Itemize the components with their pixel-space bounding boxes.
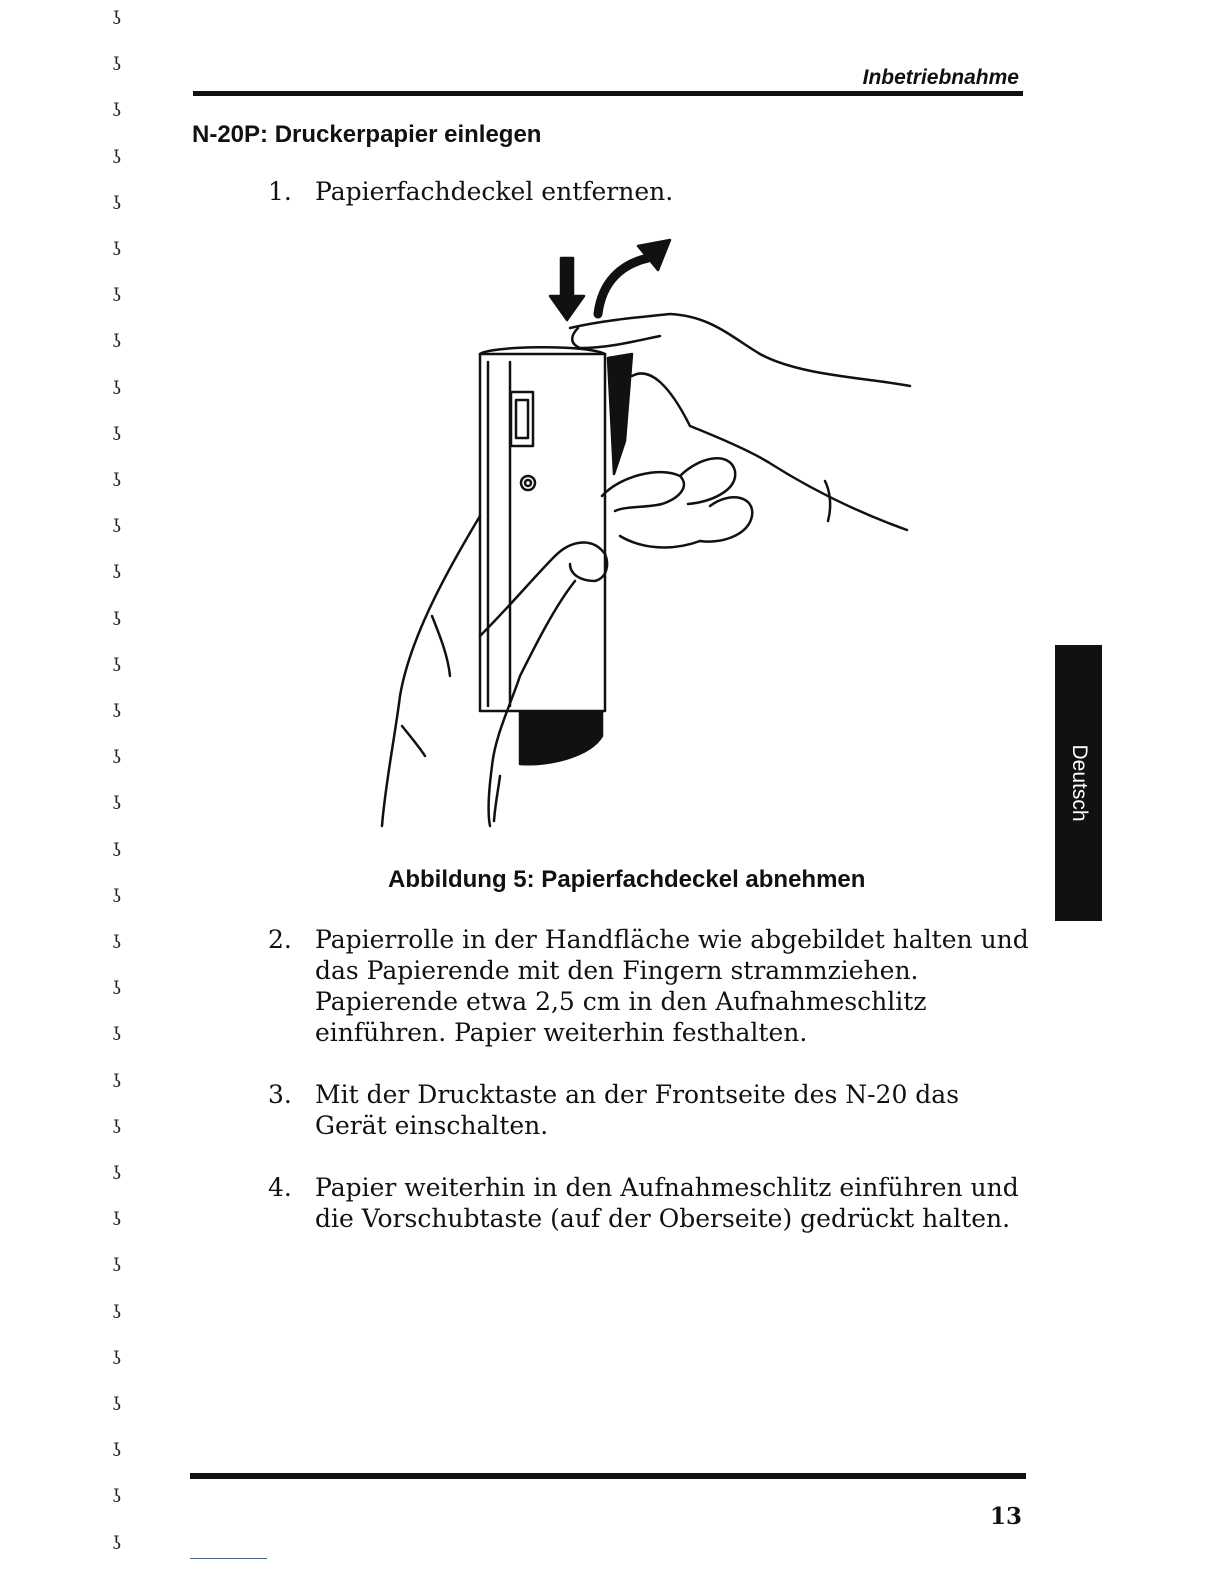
spiral-binding-icon: ʖ [112, 1116, 122, 1138]
spiral-binding-icon: ʖ [112, 239, 122, 260]
device-cover-removal-icon [370, 236, 930, 836]
spiral-binding-icon: ʖ [112, 423, 122, 445]
spiral-binding-icon: ʖ [112, 885, 122, 907]
footer-link-line [190, 1558, 267, 1559]
spiral-binding-icon: ʖ [112, 1532, 122, 1554]
figure-illustration [370, 236, 930, 836]
running-header: Inbetriebnahme [862, 66, 1019, 89]
figure-caption: Abbildung 5: Papierfachdeckel abnehmen [388, 866, 866, 893]
spiral-binding-icon: ʖ [112, 54, 122, 76]
spiral-binding-icon: ʖ [112, 932, 122, 953]
spiral-binding-icon: ʖ [112, 470, 122, 491]
spiral-binding-icon: ʖ [112, 8, 122, 29]
section-heading: N-20P: Druckerpapier einlegen [192, 121, 542, 148]
language-tab [1055, 645, 1102, 921]
spiral-binding-icon: ʖ [112, 1301, 122, 1323]
spiral-binding-icon: ʖ [112, 331, 122, 353]
spiral-binding-icon: ʖ [112, 1255, 122, 1277]
spiral-binding-icon: ʖ [112, 978, 122, 1000]
header-rule [193, 91, 1023, 96]
spiral-binding-icon: ʖ [112, 562, 122, 584]
spiral-binding-icon: ʖ [112, 1209, 122, 1231]
spiral-binding-icon: ʖ [112, 1486, 122, 1508]
page-number: 13 [990, 1503, 1023, 1530]
spiral-binding-icon: ʖ [112, 793, 122, 815]
step-text: Papierfachdeckel entfernen. [315, 177, 674, 206]
spiral-binding-icon: ʖ [112, 701, 122, 722]
spiral-binding-icon: ʖ [112, 1163, 122, 1184]
spiral-binding-icon: ʖ [112, 654, 122, 676]
step-number: 2. [268, 925, 292, 954]
step-number: 1. [268, 177, 292, 206]
spiral-binding-icon: ʖ [112, 1070, 122, 1092]
spiral-binding-icon: ʖ [112, 1347, 122, 1369]
spiral-binding-icon: ʖ [112, 192, 122, 214]
footer-rule [190, 1473, 1026, 1479]
spiral-binding-icon: ʖ [112, 1440, 122, 1462]
spiral-binding-icon: ʖ [112, 146, 122, 168]
step-text: Papierrolle in der Handfläche wie abgebildet halten und das Papierende mit den Fingern strammziehen. Papierende etwa 2,5 cm in den Aufnahmeschlitz einführen. Papier weiterhin festhalten. [315, 925, 1029, 1047]
spiral-binding-icon: ʖ [112, 100, 122, 122]
step-number: 3. [268, 1080, 292, 1109]
spiral-binding [112, 0, 162, 1584]
spiral-binding-icon: ʖ [112, 747, 122, 769]
spiral-binding-icon: ʖ [112, 608, 122, 630]
spiral-binding-icon: ʖ [112, 839, 122, 861]
spiral-binding-icon: ʖ [112, 1024, 122, 1046]
step-number: 4. [268, 1173, 292, 1202]
spiral-binding-icon: ʖ [112, 377, 122, 399]
step-text: Mit der Drucktaste an der Frontseite des N-20 das Gerät einschalten. [315, 1080, 960, 1140]
spiral-binding-icon: ʖ [112, 516, 122, 538]
language-tab-label: Deutsch [1067, 744, 1091, 822]
spiral-binding-icon: ʖ [112, 285, 122, 307]
spiral-binding-icon: ʖ [112, 1394, 122, 1415]
step-text: Papier weiterhin in den Aufnahmeschlitz einführen und die Vorschubtaste (auf der Oberseite) gedrückt halten. [315, 1173, 1019, 1233]
